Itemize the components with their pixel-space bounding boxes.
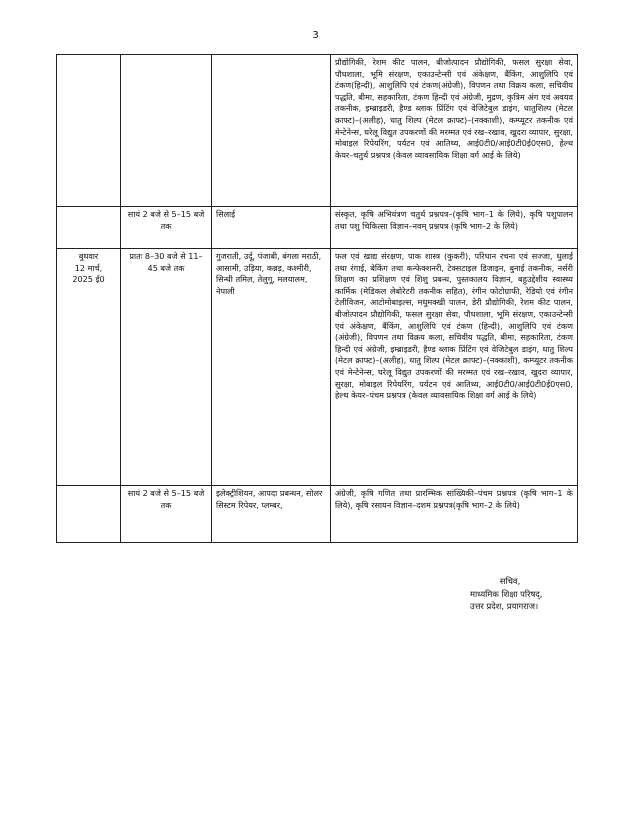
date-cell: [57, 249, 121, 486]
date-year: 2025 ई0: [72, 274, 105, 285]
weekday: बुधवार: [78, 251, 99, 261]
signature-block: [470, 575, 620, 613]
vocational-subjects-cell: अंग्रेजी, कृषि गणित तथा प्रारम्भिक सांख्यिकी–पंचम प्रश्नपत्र (कृषि भाग–1 के लिये), कृषि रसायन विज्ञान–दशम प्रश्नपत्र(कृषि भाग–2 के लिये): [331, 486, 578, 543]
time-cell: [121, 55, 212, 207]
date-cell: [57, 207, 121, 249]
subjects-cell: सिलाई: [212, 207, 331, 249]
date-cell: [57, 55, 121, 207]
subjects-cell: इलेक्ट्रीशियन, आपदा प्रबन्धन, सोलर सिस्टम रिपेयर, प्लम्बर,: [212, 486, 331, 543]
table-row: [57, 55, 578, 207]
time-cell: प्रातः 8–30 बजे से 11–45 बजे तक: [121, 249, 212, 486]
signature-place: उत्तर प्रदेश, प्रयागराज।: [470, 601, 539, 611]
vocational-subjects-cell: प्रौद्योगिकी, रेशम कीट पालन, बीजोत्पादन प्रौद्योगिकी, फसल सुरक्षा सेवा, पौधशाला, भूमि संरक्षण, एकाउन्टेन्सी एवं अंकेक्षण, बैंकिंग, आशुलिपि एवं टंकण(हिन्दी), आशुलिपि एवं टंकण(अंग्रेजी), विपणन तथा विक्रय कला, सचिवीय पद्धति, बीमा, सहकारिता, टंकण हिन्दी एवं अंग्रेजी, मुद्रण, कृत्रिम अंग एवं अवयव तकनीक, इम्ब्राइडरी, हैण्ड ब्लाक प्रिंटिंग एवं वेजिटेबुल डाइंग, धातुशिल्प (मेटल क्राफ्ट)–(अलीह), धातु शिल्प (मेटल क्राफ्ट)–(नक्काशी), कम्प्यूटर तकनीक एवं मेन्टेनेन्स, घरेलू विद्युत उपकरणों की मरम्मत एवं रख–रखाव, खुदरा व्यापार, सुरक्षा, मोबाइल रिपेयरिंग, पर्यटन एवं आतिथ्य, आई0टी0/आई0टी0ई0एस0, हेल्थ केयर–चतुर्थ प्रश्नपत्र (केवल व्यावसायिक शिक्षा वर्ग आई के लिये): [331, 55, 578, 207]
table-row: [57, 486, 578, 543]
exam-schedule-table: [56, 54, 578, 543]
vocational-subjects-cell: फल एवं खाद्य संरक्षण, पाक शास्त्र (कुकरी), परिधान रचना एवं सज्जा, धुलाई तथा रंगाई, बेकिंग तथा कन्फेक्शनरी, टेक्सटाइल डिजाइन, बुनाई तकनीक, नर्सरी शिक्षण का प्रशिक्षण एवं शिशु प्रबन्ध, पुस्तकालय विज्ञान, बहुउद्देशीय स्वास्थ्य कार्मिक (मेडिकल लेबोरेटरी तकनीक सहित), रंगीन फोटोग्राफी, रेडियो एवं रंगीन टेलीविजन, आटोमोबाइल्स, मधुमक्खी पालन, डेरी प्रौद्योगिकी, रेशम कीट पालन, बीजोत्पादन प्रौद्योगिकी, फसल सुरक्षा सेवा, पौधशाला, भूमि संरक्षण, एकाउन्टेन्सी एवं अंकेक्षण, बैंकिंग, आशुलिपि एवं टंकण (हिन्दी), आशुलिपि एवं टंकण (अंग्रेजी), विपणन तथा विक्रय कला, सचिवीय पद्धति, बीमा, सहकारिता, टंकण हिन्दी एवं अंग्रेजी, इम्ब्राइडरी, हैण्ड ब्लाक प्रिंटिंग एवं वेजिटेबुल डाइंग, धातु शिल्प (मेटल क्राफ्ट)–(अलीह), धातु शिल्प (मेटल क्राफ्ट)–(नक्काशी), कम्प्यूटर तकनीक एवं मेन्टेनेन्स, घरेलू विद्युत उपकरणों की मरम्मत एवं रख–रखाव, खुदरा व्यापार, सुरक्षा, मोबाइल रिपेयरिंग, पर्यटन एवं आतिथ्य, आई0टी0/आई0टी0ई0एस0, हेल्थ केयर–पंचम प्रश्नपत्र (केवल व्यावसायिक शिक्षा वर्ग आई के लिये): [331, 249, 578, 486]
table-row: [57, 249, 578, 486]
time-cell: सायं 2 बजे से 5–15 बजे तक: [121, 207, 212, 249]
page-number: 3: [312, 30, 319, 41]
date-day-month: 12 मार्च,: [74, 262, 103, 273]
vocational-subjects-cell: संस्कृत, कृषि अभियंत्रण चतुर्थ प्रश्नपत्र–(कृषि भाग–1 के लिये), कृषि पशुपालन तथा पशु चिकित्सा विज्ञान–नवम् प्रश्नपत्र (कृषि भाग–2 के लिये): [331, 207, 578, 249]
subjects-cell: [212, 55, 331, 207]
table-row: [57, 207, 578, 249]
subjects-cell: गुजराती, उर्दू, पंजाबी, बंगला मराठी, आसामी, उड़िया, कन्नड़, कश्मीरी, सिन्धी तमिल, तेलुगू, मलयालम, नेपाली: [212, 249, 331, 486]
signature-title: सचिव,: [499, 576, 521, 586]
time-cell: सायं 2 बजे से 5–15 बजे तक: [121, 486, 212, 543]
signature-organization: माध्यमिक शिक्षा परिषद्,: [470, 588, 543, 599]
date-cell: [57, 486, 121, 543]
